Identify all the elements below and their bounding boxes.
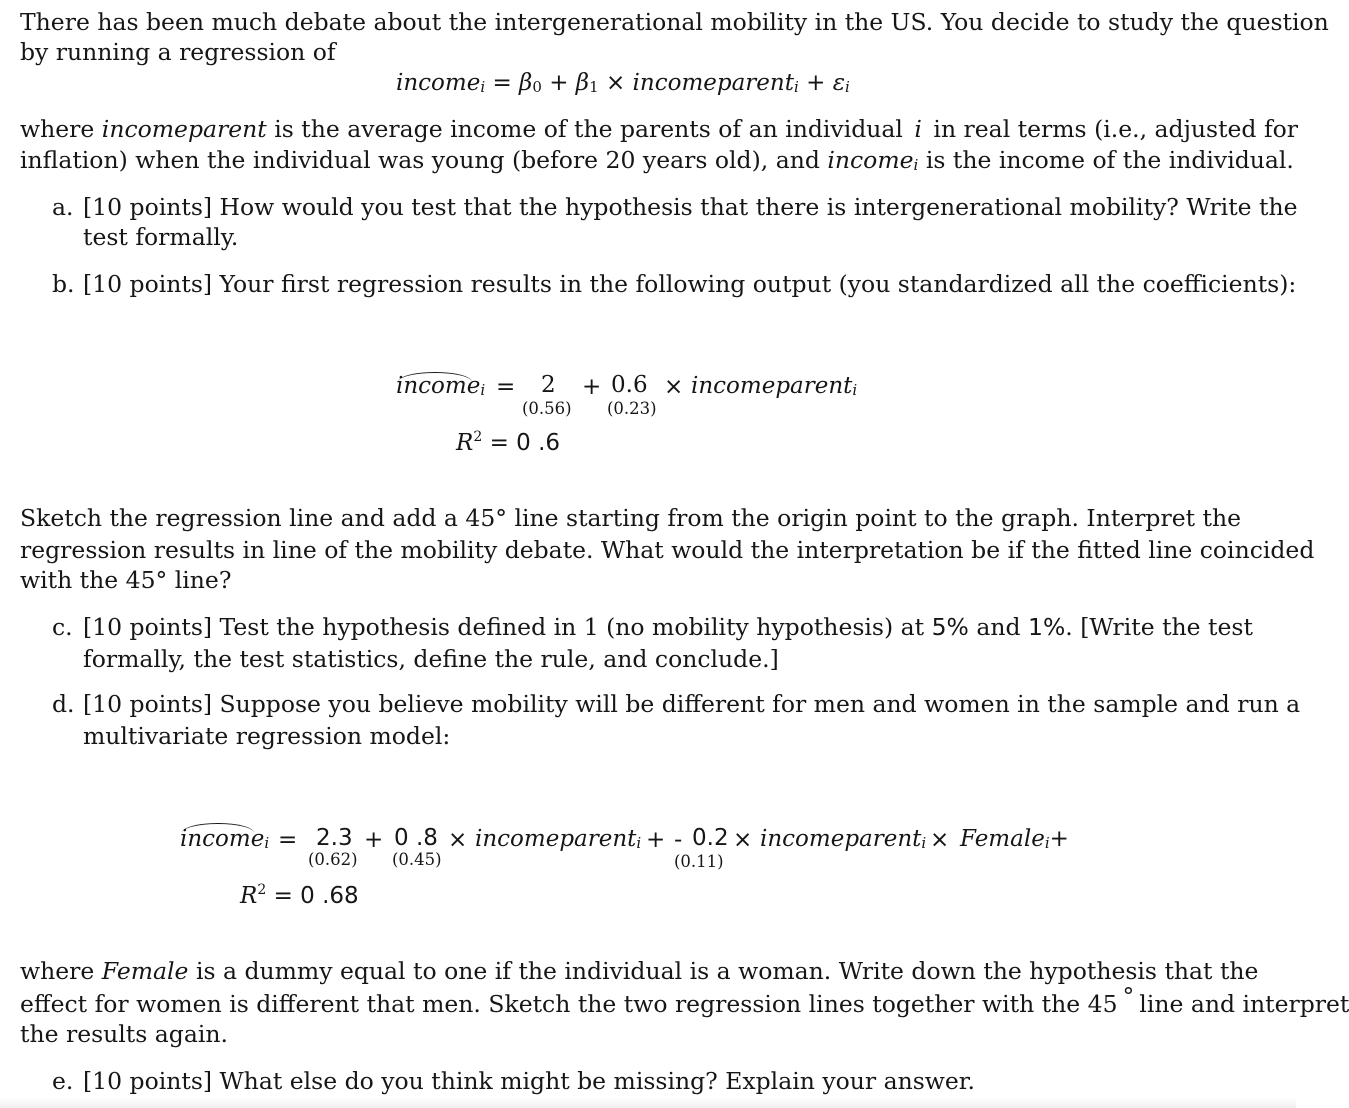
reg2-slope: 0 .8 [394, 825, 438, 851]
reg2-plus-2: + [646, 827, 666, 853]
reg2-minus: - [674, 827, 683, 853]
reg1-intercept: 2 [541, 372, 556, 398]
reg2-intercept-se: (0.62) [308, 850, 358, 869]
reg1-plus: + [582, 374, 602, 400]
reg2-interaction: 0.2 [692, 825, 729, 851]
reg1-lhs: incomei [396, 373, 486, 399]
reg2-equals: = [278, 827, 298, 853]
part-c-line-2: formally, the test statistics, define the rule, and conclude.] [83, 645, 779, 673]
part-a-line-1: [10 points] How would you test that the hypothesis that there is intergenerational mobility? Write the [83, 193, 1298, 221]
sketch-line-3: with the 45° line? [20, 566, 232, 594]
reg1-r-squared: $R^2 = 0$ .6 [456, 429, 561, 456]
reg1-equals: = [496, 374, 516, 400]
sketch-line-1: Sketch the regression line and add a 45° line starting from the origin point to the graph. Interpret the [20, 504, 1242, 532]
part-d-line-2: multivariate regression model: [83, 722, 451, 750]
part-c-label: c. [52, 613, 73, 641]
reg2-regressor: incomeparenti [475, 826, 642, 852]
model-equation: incomei = β0 + β1 × incomeparenti + εi [396, 70, 850, 96]
bottom-edge-shadow [0, 1098, 1296, 1108]
reg2-times-3: × [930, 827, 950, 853]
reg1-slope: 0.6 [611, 372, 648, 398]
female-line-2: effect for women is different that men. Sketch the two regression lines together with the 45 ° line and interpret [20, 982, 1349, 1018]
reg2-regressor-2: incomeparenti [760, 826, 927, 852]
part-a-line-2: test formally. [83, 223, 239, 251]
reg2-female: Femalei+ [960, 826, 1069, 852]
where-line-1: where incomeparent is the average income of the parents of an individual i in real terms (i.e., adjusted for [20, 115, 1299, 143]
reg2-intercept: 2.3 [316, 825, 353, 851]
part-e-label: e. [52, 1067, 74, 1095]
part-a-label: a. [52, 193, 74, 221]
part-b-line-1: [10 points] Your first regression results in the following output (you standardized all the coefficients): [83, 270, 1297, 298]
intro-line-1: There has been much debate about the intergenerational mobility in the US. You decide to study the question [20, 8, 1329, 36]
part-b-label: b. [52, 270, 75, 298]
reg1-times: × [664, 374, 684, 400]
reg2-times-2: × [733, 827, 753, 853]
part-d-line-1: [10 points] Suppose you believe mobility will be different for men and women in the sample and run a [83, 690, 1301, 718]
reg1-intercept-se: (0.56) [522, 399, 572, 418]
reg1-slope-se: (0.23) [607, 399, 657, 418]
intro-line-2: by running a regression of [20, 38, 336, 66]
female-line-3: the results again. [20, 1020, 228, 1048]
reg2-slope-se: (0.45) [392, 850, 442, 869]
reg2-times: × [448, 827, 468, 853]
part-c-line-1: [10 points] Test the hypothesis defined in 1 (no mobility hypothesis) at 5% and 1%. [Write the test [83, 613, 1253, 641]
reg1-regressor: incomeparenti [691, 373, 858, 399]
sketch-line-2: regression results in line of the mobility debate. What would the interpretation be if the fitted line coincided [20, 536, 1315, 564]
reg2-plus: + [364, 827, 384, 853]
reg2-interaction-se: (0.11) [674, 852, 724, 871]
part-e-line-1: [10 points] What else do you think might be missing? Explain your answer. [83, 1067, 975, 1095]
reg2-r-squared: $R^2 = 0$ .68 [240, 882, 359, 909]
part-d-label: d. [52, 690, 75, 718]
female-line-1: where Female is a dummy equal to one if the individual is a woman. Write down the hypothesis that the [20, 957, 1259, 985]
where-line-2: inflation) when the individual was young (before 20 years old), and incomei is the income of the individual. [20, 146, 1294, 174]
reg2-lhs: incomei [180, 826, 270, 852]
